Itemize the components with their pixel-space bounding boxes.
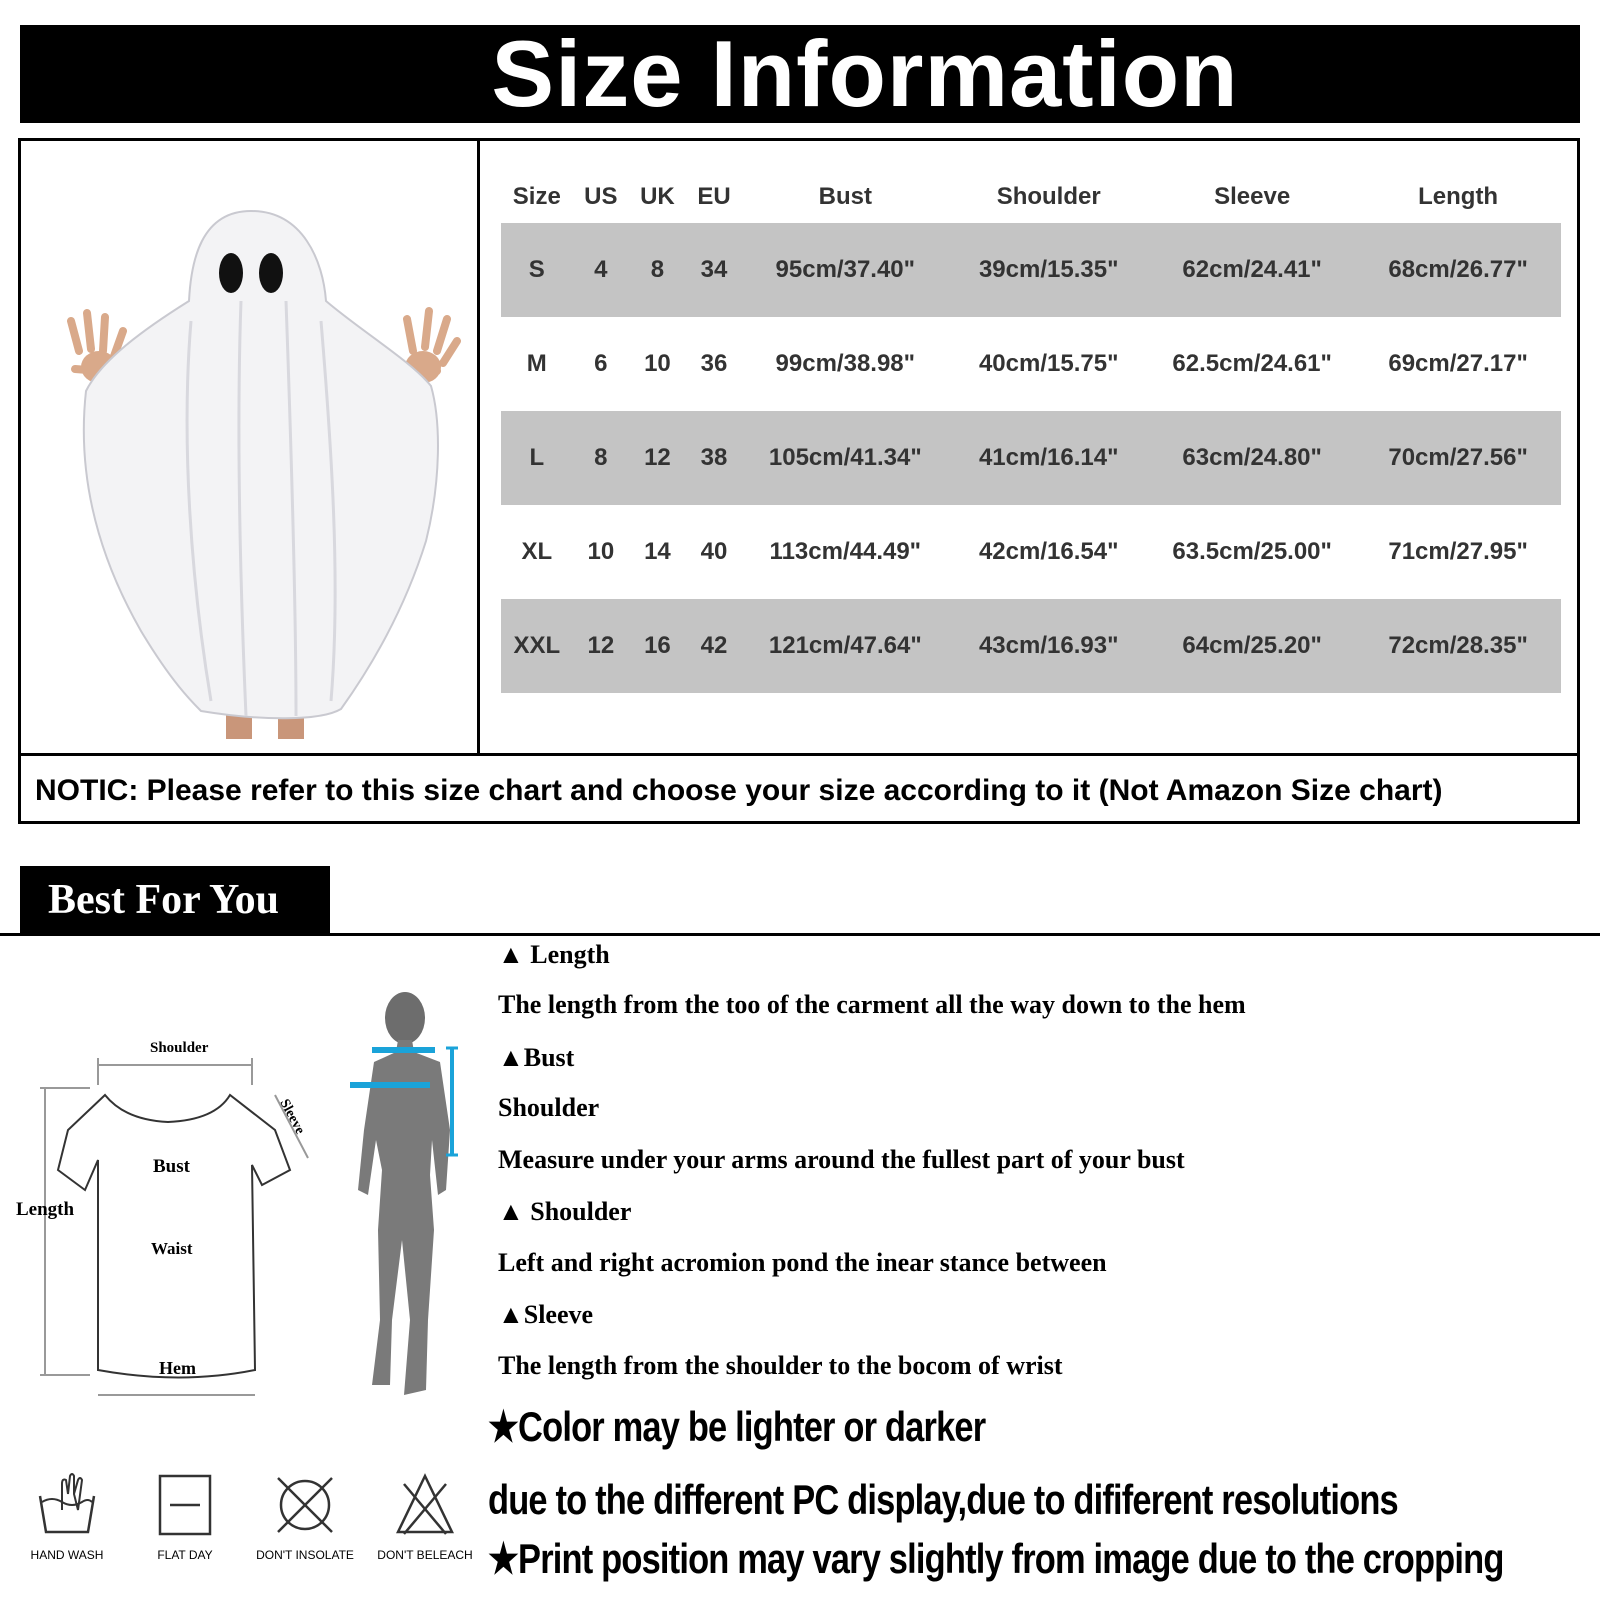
table-cell: 64cm/25.20" [1149,599,1355,693]
table-cell: 8 [573,411,630,505]
column-header: EU [697,183,731,210]
tshirt-measurement-diagram [10,1040,320,1420]
page-title: Size Information [491,21,1239,126]
sleeve-label: Sleeve [276,1096,308,1137]
hem-label: Hem [159,1358,196,1378]
table-cell: 99cm/38.98" [775,350,916,377]
column-header: Shoulder [996,183,1101,210]
column-header: Bust [818,183,872,210]
bust-description: Measure under your arms around the fullest part of your bust [498,1145,1185,1174]
care-label: DON'T BELEACH [377,1548,473,1562]
table-cell: 4 [573,223,630,317]
table-cell: 40 [700,538,728,565]
table-cell: 10 [644,350,671,377]
flat-dry-icon [150,1470,220,1540]
care-item-hand-wash [12,1470,122,1590]
table-cell: 42 [686,599,743,693]
column-header: Length [1418,183,1499,210]
dont-insolate-icon [270,1470,340,1540]
waist-label: Waist [151,1239,193,1258]
table-cell: L [501,411,573,505]
column-header: US [584,183,618,210]
table-cell: 36 [700,350,728,377]
header-banner [20,21,1580,126]
section-rule [0,933,1600,936]
size-notice: NOTIC: Please refer to this size chart and choose your size according to it (Not Amazon Size chart) [35,774,1443,807]
table-cell: 63cm/24.80" [1149,411,1355,505]
frame-divider-vertical [477,141,480,753]
table-cell: 12 [573,599,630,693]
table-cell: M [526,350,547,377]
table-cell: 43cm/16.93" [948,599,1149,693]
table-cell: 71cm/27.95" [1388,538,1528,565]
best-for-you-title: Best For You [20,866,330,934]
ghost-costume-image [41,181,461,741]
table-cell: 41cm/16.14" [948,411,1149,505]
table-cell: 39cm/15.35" [948,223,1149,317]
table-cell: 113cm/44.49" [769,538,922,565]
table-row [501,599,1561,693]
table-cell: 121cm/47.64" [742,599,948,693]
sleeve-description: The length from the shoulder to the bocom of wrist [498,1351,1063,1380]
length-description: The length from the too of the carment all the way down to the hem [498,990,1246,1019]
length-heading: ▲ Length [498,940,610,969]
shoulder-subheading: Shoulder [498,1093,600,1122]
bust-heading: ▲Bust [498,1043,575,1072]
table-cell: 95cm/37.40" [742,223,948,317]
display-note: due to the different PC display,due to dififerent resolutions [488,1476,1398,1523]
dont-bleach-icon [390,1470,460,1540]
table-cell: 34 [686,223,743,317]
print-position-note: ★Print position may vary slightly from image due to the cropping [488,1535,1504,1582]
table-row [501,317,1561,411]
table-cell: 40cm/15.75" [978,350,1119,377]
length-label: Length [16,1199,75,1220]
table-row [501,505,1561,599]
table-cell: 62.5cm/24.61" [1172,350,1332,377]
care-item-dont-insolate [250,1470,360,1590]
column-header: UK [640,183,675,210]
table-cell: 105cm/41.34" [742,411,948,505]
shoulder-heading: ▲ Shoulder [498,1197,632,1226]
table-cell: 68cm/26.77" [1355,223,1561,317]
care-label: DON'T INSOLATE [256,1548,354,1562]
shoulder-description: Left and right acromion pond the inear stance between [498,1248,1107,1277]
table-cell: 16 [629,599,686,693]
table-cell: 10 [587,538,615,565]
color-note: ★Color may be lighter or darker [488,1403,986,1450]
hand-wash-icon [32,1470,102,1540]
column-header: Size [512,183,561,210]
table-cell: 42cm/16.54" [978,538,1119,565]
size-table [501,171,1561,693]
table-cell: XXL [501,599,573,693]
table-header-row [501,171,1561,223]
table-cell: 14 [644,538,671,565]
frame-divider-horizontal [21,753,1577,756]
table-cell: 72cm/28.35" [1355,599,1561,693]
table-cell: 62cm/24.41" [1149,223,1355,317]
bust-label: Bust [153,1156,190,1177]
size-chart-frame [18,138,1580,824]
table-cell: 69cm/27.17" [1388,350,1528,377]
table-row [501,223,1561,317]
column-header: Sleeve [1214,183,1291,210]
table-cell: 38 [686,411,743,505]
shoulder-label: Shoulder [150,1040,209,1056]
table-cell: 70cm/27.56" [1355,411,1561,505]
care-label: FLAT DAY [157,1548,213,1562]
sleeve-heading: ▲Sleeve [498,1300,594,1329]
table-cell: 12 [629,411,686,505]
table-cell: 63.5cm/25.00" [1172,538,1332,565]
table-cell: S [501,223,573,317]
tshirt-outline-icon [10,1040,320,1420]
body-silhouette-image [340,990,470,1410]
table-cell: 8 [629,223,686,317]
care-item-flat-dry [130,1470,240,1590]
table-row [501,411,1561,505]
care-label: HAND WASH [30,1548,104,1562]
table-cell: 6 [594,350,608,377]
table-cell: XL [521,538,553,565]
care-item-dont-bleach [370,1470,480,1590]
